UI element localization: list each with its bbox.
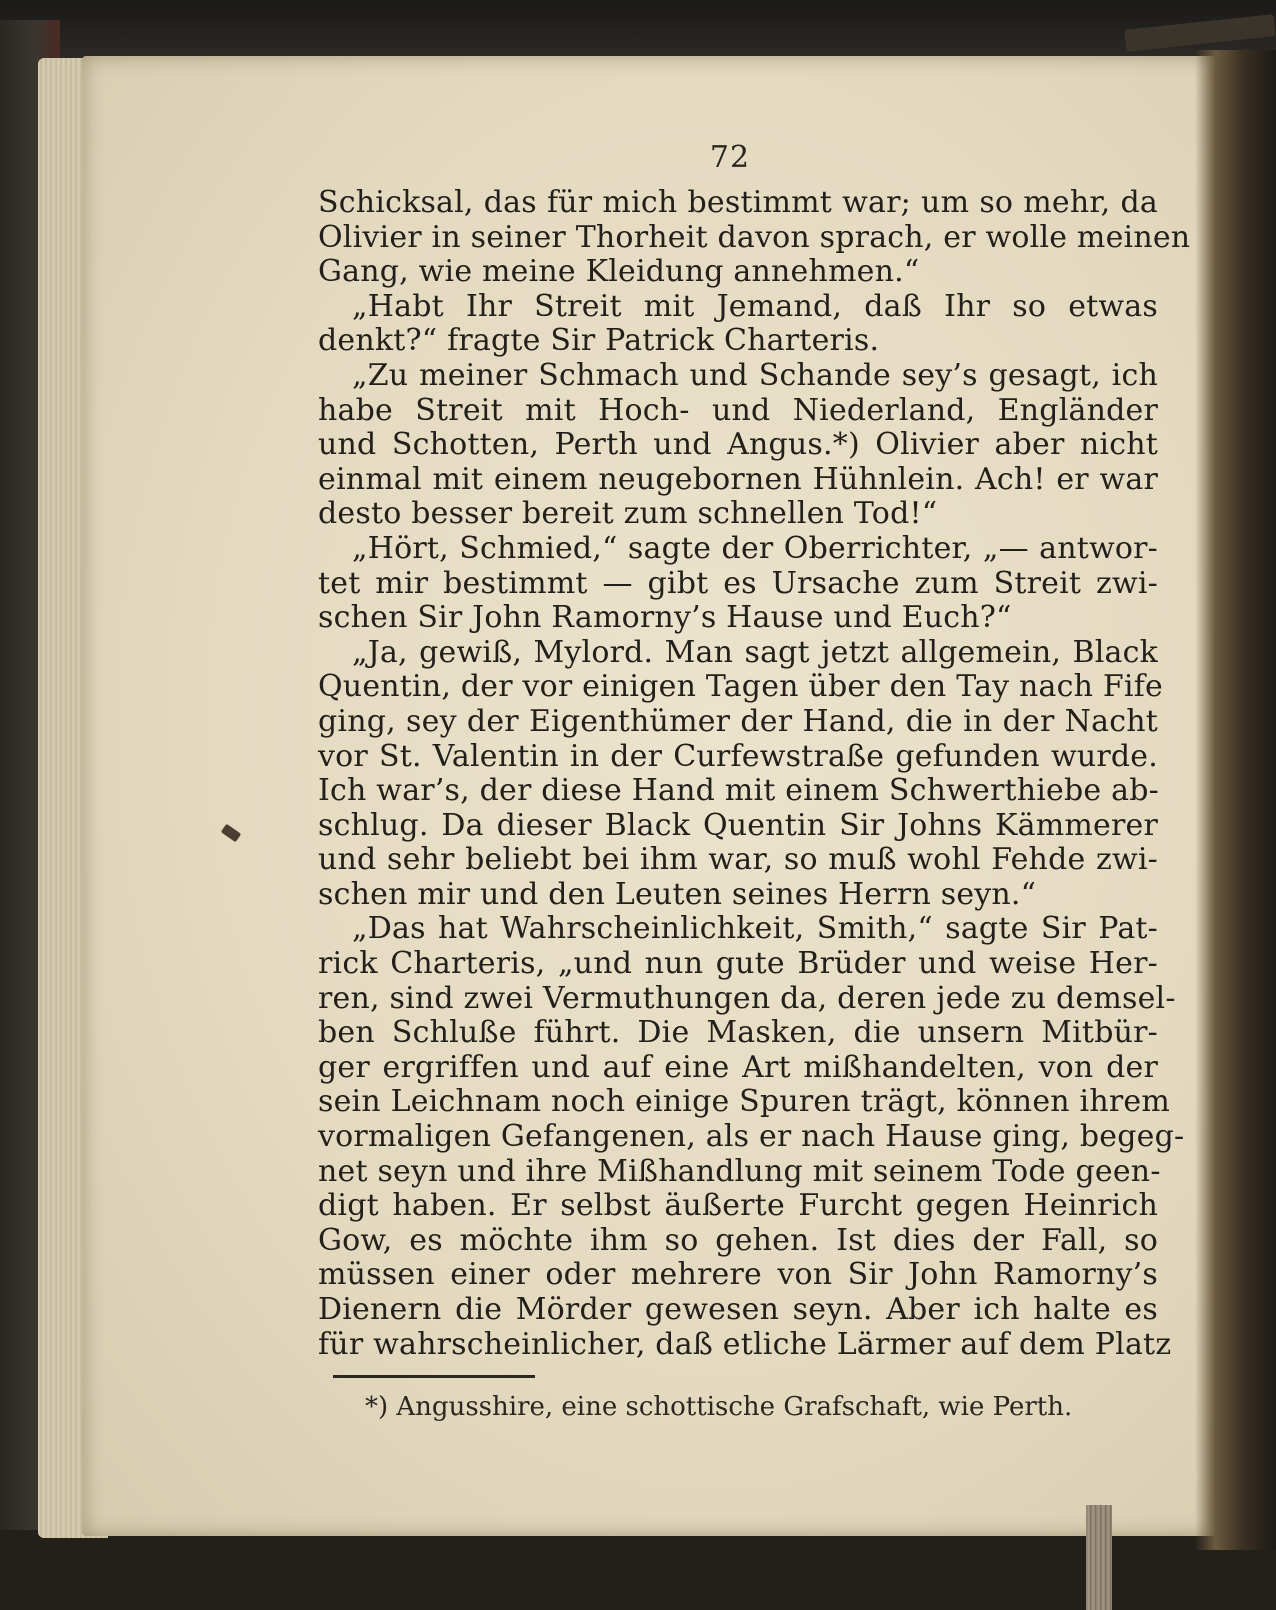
text-line: vormaligen Gefangenen, als er nach Hause ging, begeg- bbox=[318, 1119, 1185, 1155]
text-line: digt haben. Er selbst äußerte Furcht gegen Heinrich bbox=[318, 1188, 1158, 1224]
text-line: Quentin, der vor einigen Tagen über den Tay nach Fife bbox=[318, 669, 1163, 705]
bookmark-ribbon bbox=[1086, 1505, 1112, 1610]
text-line: ging, sey der Eigenthümer der Hand, die in der Nacht bbox=[318, 703, 1158, 739]
text-line: Gang, wie meine Kleidung annehmen.“ bbox=[318, 254, 920, 290]
text-line: tet mir bestimmt — gibt es Ursache zum Streit zwi- bbox=[318, 565, 1158, 601]
book-cover-top bbox=[0, 0, 1276, 60]
text-line: „Habt Ihr Streit mit Jemand, daß Ihr so etwas bbox=[352, 288, 1158, 324]
book-cover-bottom bbox=[0, 1530, 1276, 1610]
body-text bbox=[318, 185, 1191, 1362]
page-number: 72 bbox=[709, 140, 751, 175]
text-line: Ich war’s, der diese Hand mit einem Schwerthiebe ab- bbox=[318, 773, 1159, 809]
text-line: „Hört, Schmied,“ sagte der Oberrichter, „— antwor- bbox=[352, 530, 1158, 566]
text-line: ger ergriffen und auf eine Art mißhandelten, von der bbox=[318, 1049, 1158, 1085]
footnote: *) Angusshire, eine schottische Grafschaft, wie Perth. bbox=[365, 1392, 1073, 1422]
text-line: und sehr beliebt bei ihm war, so muß wohl Fehde zwi- bbox=[318, 842, 1158, 878]
text-line: schlug. Da dieser Black Quentin Sir Johns Kämmerer bbox=[318, 807, 1158, 843]
text-line: vor St. Valentin in der Curfewstraße gefunden wurde. bbox=[318, 738, 1158, 774]
text-line: müssen einer oder mehrere von Sir John Ramorny’s bbox=[318, 1257, 1158, 1293]
text-line: und Schotten, Perth und Angus.*) Olivier aber nicht bbox=[318, 427, 1158, 463]
text-line: „Ja, gewiß, Mylord. Man sagt jetzt allgemein, Black bbox=[352, 634, 1158, 670]
text-line: Dienern die Mörder gewesen seyn. Aber ich halte es bbox=[318, 1292, 1158, 1327]
book-spine bbox=[1195, 50, 1276, 1550]
text-line: „Zu meiner Schmach und Schande sey’s gesagt, ich bbox=[352, 357, 1158, 393]
text-line: einmal mit einem neugebornen Hühnlein. Ach! er war bbox=[318, 461, 1158, 497]
text-line: Schicksal, das für mich bestimmt war; um so mehr, da bbox=[318, 185, 1158, 220]
text-line: schen Sir John Ramorny’s Hause und Euch?“ bbox=[318, 600, 1012, 636]
text-line: schen mir und den Leuten seines Herrn seyn.“ bbox=[318, 876, 1037, 912]
text-line: rick Charteris, „und nun gute Brüder und weise Her- bbox=[318, 946, 1158, 982]
text-line: habe Streit mit Hoch- und Niederland, Engländer bbox=[318, 392, 1158, 428]
text-line: net seyn und ihre Mißhandlung mit seinem Tode geen- bbox=[318, 1153, 1161, 1189]
text-line: „Das hat Wahrscheinlichkeit, Smith,“ sagte Sir Pat- bbox=[352, 911, 1158, 947]
text-line: ren, sind zwei Vermuthungen da, deren jede zu demsel- bbox=[318, 980, 1176, 1016]
footnote-divider bbox=[333, 1375, 535, 1378]
text-line: für wahrscheinlicher, daß etliche Lärmer auf dem Platz bbox=[318, 1326, 1172, 1362]
text-line: Olivier in seiner Thorheit davon sprach, er wolle meinen bbox=[318, 219, 1191, 255]
text-line: denkt?“ fragte Sir Patrick Charteris. bbox=[318, 323, 880, 359]
text-line: sein Leichnam noch einige Spuren trägt, können ihrem bbox=[318, 1084, 1170, 1120]
text-line: Gow, es möchte ihm so gehen. Ist dies der Fall, so bbox=[318, 1222, 1158, 1258]
text-line: desto besser bereit zum schnellen Tod!“ bbox=[318, 496, 938, 532]
text-line: ben Schluße führt. Die Masken, die unsern Mitbür- bbox=[318, 1015, 1158, 1051]
